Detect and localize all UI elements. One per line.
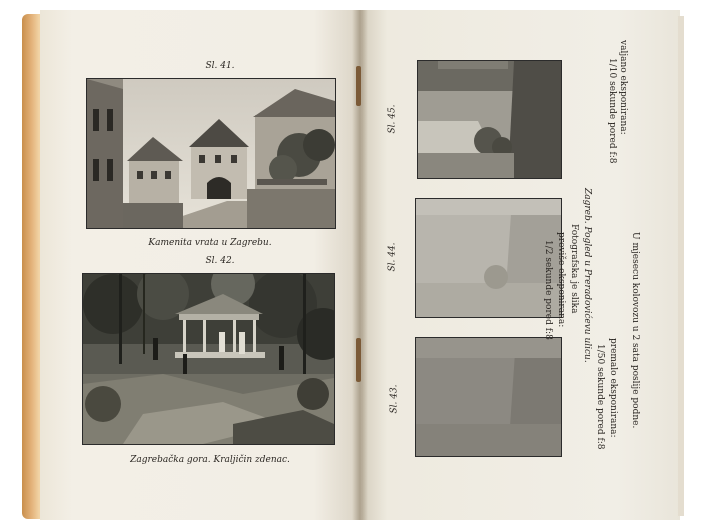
figure-description: Fotografska je slika [569, 224, 579, 314]
exposure-time-note: U mjesecu kolovozu u 2 sata poslije podne. [630, 232, 640, 429]
exposure-under-title: premalo eksponirana: [608, 338, 618, 438]
exposure-under-setting: 1/50 sekunde pored f:8 [595, 344, 605, 450]
exposure-over-title: previše eksponirana: [556, 232, 566, 328]
photo-street-under [415, 337, 562, 457]
figure-label-41: Sl. 41. [205, 61, 235, 71]
exposure-over-setting: 1/2 sekunde pored f:8 [543, 240, 553, 340]
binding-mark [356, 66, 361, 106]
caption-42: Zagrebačka gora. Kraljičin zdenac. [130, 455, 290, 465]
binding-mark [356, 338, 361, 382]
caption-41: Kamenita vrata u Zagrebu. [148, 238, 272, 248]
exposure-correct-setting: 1/10 sekunde pored f:8 [607, 58, 617, 164]
figure-label-43: Sl. 43. [389, 384, 400, 414]
photo-street-over-image [416, 199, 561, 317]
photo-street-over [415, 198, 562, 318]
exposure-correct-title: valjano eksponirana: [618, 40, 628, 135]
figure-label-44: Sl. 44. [387, 242, 398, 272]
photo-street-correct [417, 60, 562, 179]
photo-queens-well [82, 273, 335, 445]
figure-label-42: Sl. 42. [205, 256, 235, 266]
photo-street-under-image [416, 338, 561, 456]
photo-queens-well-image [83, 274, 334, 444]
photo-stone-gate [86, 78, 336, 229]
figure-title: Zagreb. Pogled u Preradovićevu ulicu. [582, 188, 592, 363]
right-page-edge [678, 16, 684, 516]
photo-stone-gate-image [87, 79, 335, 228]
photo-street-correct-image [418, 61, 561, 178]
figure-label-45: Sl. 45. [387, 104, 398, 134]
